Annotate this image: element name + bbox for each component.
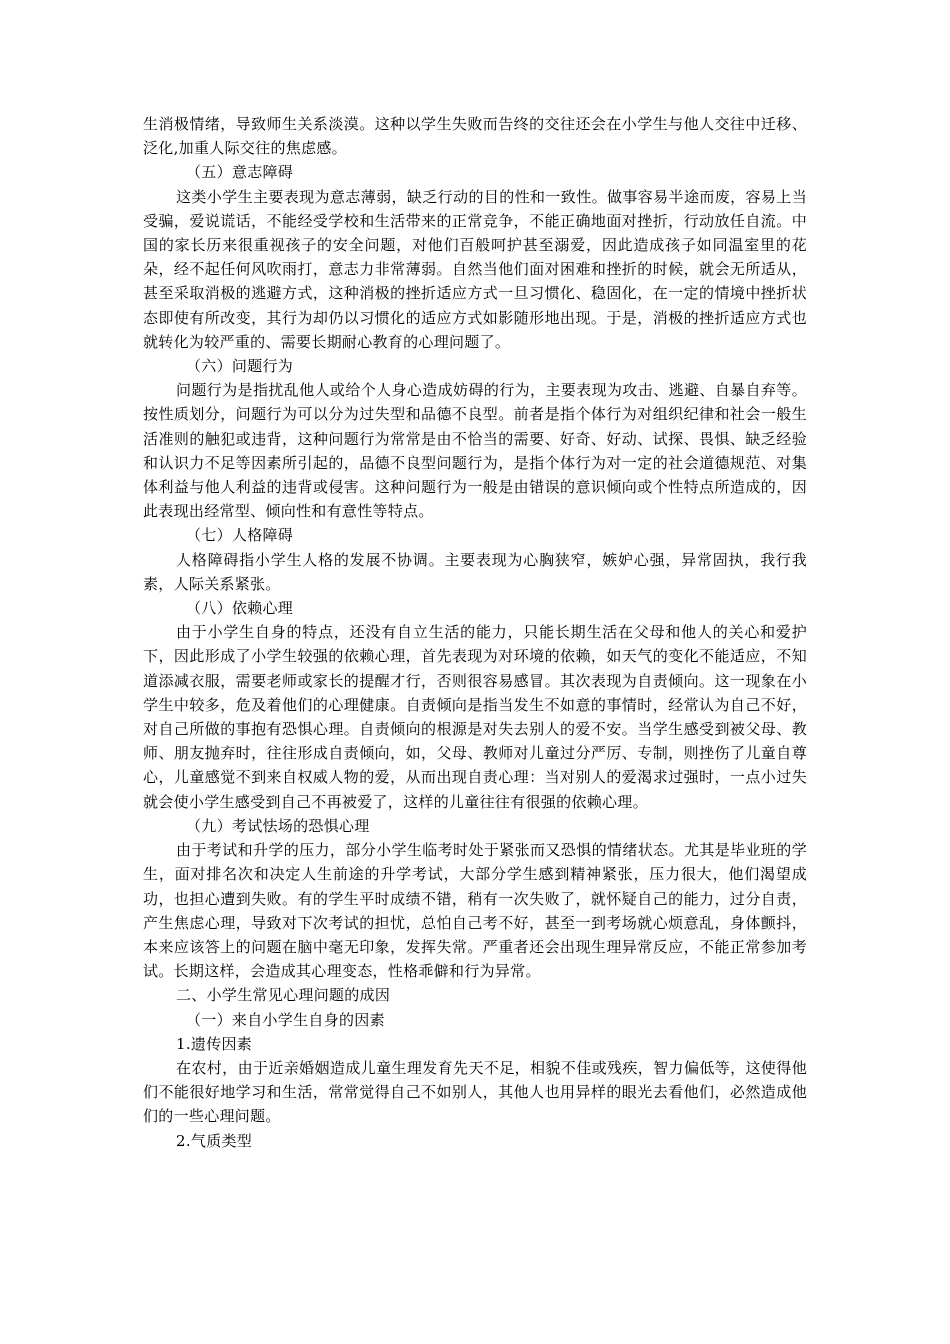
paragraph-intro: 生消极情绪，导致师生关系淡漠。这种以学生失败而告终的交往还会在小学生与他人交往中迁移、泛化,加重人际交往的焦虑感。 [143,115,807,158]
chapter-heading-causes: 二、小学生常见心理问题的成因 [176,986,391,1005]
section-heading-problem-behavior: （六）问题行为 [186,357,294,376]
paragraph-genetics: 在农村，由于近亲婚姻造成儿童生理发育先天不足，相貌不佳或残疾，智力偏低等，这使得他们不能很好地学习和生活，常常觉得自己不如别人，其他人也用异样的眼光去看他们，必然造成他们的一些心理问题。 [143,1058,807,1126]
paragraph-personality: 人格障碍指小学生人格的发展不协调。主要表现为心胸狭窄，嫉妒心强，异常固执，我行我素，人际关系紧张。 [143,550,807,593]
subsection-heading-genetics: 1.遗传因素 [176,1034,253,1053]
section-heading-self-factors: （一）来自小学生自身的因素 [186,1010,385,1029]
paragraph-exam-anxiety: 由于考试和升学的压力，部分小学生临考时处于紧张而又恐惧的情绪状态。尤其是毕业班的学生，面对排名次和决定人生前途的升学考试，大部分学生感到精神紧张，压力很大，他们渴望成功，也担心遭到失败。有的学生平时成绩不错，稍有一次失败了，就怀疑自己的能力，过分自责，产生焦虑心理，导致对下次考试的担忧，总怕自己考不好，甚至一到考场就心烦意乱，身体颤抖，本来应该答上的问题在脑中毫无印象，发挥失常。严重者还会出现生理异常反应，不能正常参加考试。长期这样，会造成其心理变态，性格乖僻和行为异常。 [143,841,807,981]
section-heading-personality: （七）人格障碍 [186,526,294,545]
paragraph-problem-behavior: 问题行为是指扰乱他人或给个人身心造成妨碍的行为，主要表现为攻击、逃避、自暴自弃等。按性质划分，问题行为可以分为过失型和品德不良型。前者是指个体行为对组织纪律和社会一般生活准则的触犯或违背，这种问题行为常常是由不恰当的需要、好奇、好动、试探、畏惧、缺乏经验和认识力不足等因素所引起的，品德不良型问题行为，是指个体行为对一定的社会道德规范、对集体利益与他人利益的违背或侵害。这种问题行为一般是由错误的意识倾向或个性特点所造成的，因此表现出经常型、倾向性和有意性等特点。 [143,381,807,521]
paragraph-dependence: 由于小学生自身的特点，还没有自立生活的能力，只能长期生活在父母和他人的关心和爱护下，因此形成了小学生较强的依赖心理，首先表现为对环境的依赖，如天气的变化不能适应，不知道添减衣服，需要老师或家长的提醒才行，否则很容易感冒。其次表现为自责倾向。这一现象在小学生中较多，危及着他们的心理健康。自责倾向是指当发生不如意的事情时，经常认为自己不好，对自己所做的事抱有恐惧心理。自责倾向的根源是对失去别人的爱不安。当学生感受到被父母、教师、朋友抛弃时，往往形成自责倾向，如，父母、教师对儿童过分严厉、专制，则挫伤了儿童自尊心，儿童感觉不到来自权威人物的爱，从而出现自责心理：当对别人的爱渴求过强时，一点小过失就会使小学生感受到自己不再被爱了，这样的儿童往往有很强的依赖心理。 [143,623,807,811]
subsection-heading-temperament: 2.气质类型 [176,1131,253,1150]
document-page [143,112,807,1153]
paragraph-willpower: 这类小学生主要表现为意志薄弱，缺乏行动的目的性和一致性。做事容易半途而废，容易上当受骗，爱说谎话，不能经受学校和生活带来的正常竞争，不能正确地面对挫折，行动放任自流。中国的家长历来很重视孩子的安全问题，对他们百般呵护甚至溺爱，因此造成孩子如同温室里的花朵，经不起任何风吹雨打，意志力非常薄弱。自然当他们面对困难和挫折的时候，就会无所适从，甚至采取消极的逃避方式，这种消极的挫折适应方式一旦习惯化、稳固化，在一定的情境中挫折状态即使有所改变，其行为却仍以习惯化的适应方式如影随形地出现。于是，消极的挫折适应方式也就转化为较严重的、需要长期耐心教育的心理问题了。 [143,187,807,351]
section-heading-exam-anxiety: （九）考试怯场的恐惧心理 [186,816,370,835]
section-heading-willpower: （五）意志障碍 [186,163,294,182]
section-heading-dependence: （八）依赖心理 [186,599,294,618]
